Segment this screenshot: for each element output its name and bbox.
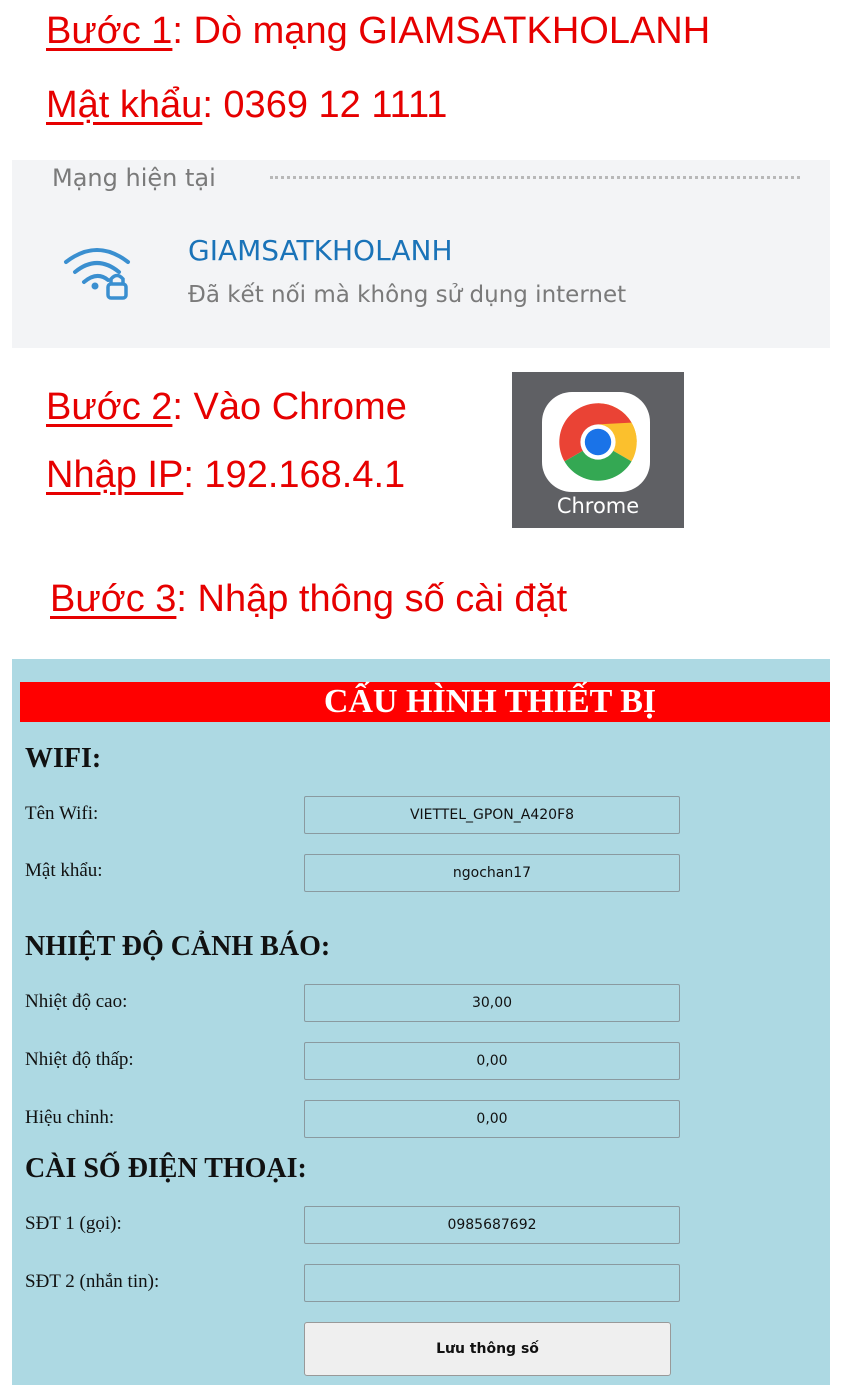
password-text: : 0369 12 1111: [202, 84, 448, 126]
phone-2-label: SĐT 2 (nhắn tin):: [25, 1271, 160, 1292]
calibration-input[interactable]: 0,00: [304, 1100, 680, 1138]
step-1-label: Bước 1: [46, 10, 173, 52]
wifi-lock-icon: [62, 242, 132, 300]
temp-low-input[interactable]: 0,00: [304, 1042, 680, 1080]
password-line: [46, 86, 447, 124]
wifi-ssid-input[interactable]: VIETTEL_GPON_A420F8: [304, 796, 680, 834]
temp-high-input[interactable]: 30,00: [304, 984, 680, 1022]
step-2-text: : Vào Chrome: [172, 386, 407, 428]
calibration-label: Hiệu chỉnh:: [25, 1107, 115, 1128]
dotted-divider: [270, 176, 800, 179]
temp-section-heading: NHIỆT ĐỘ CẢNH BÁO:: [25, 931, 331, 962]
step-1-line: [46, 12, 710, 50]
temp-high-label: Nhiệt độ cao:: [25, 991, 128, 1012]
save-settings-button[interactable]: Lưu thông số: [304, 1322, 671, 1376]
chrome-icon: [554, 398, 642, 486]
network-status: Đã kết nối mà không sử dụng internet: [188, 282, 627, 308]
step-3-line: [50, 580, 567, 618]
current-network-panel: [12, 160, 830, 348]
wifi-ssid-label: Tên Wifi:: [25, 803, 99, 824]
current-network-label: Mạng hiện tại: [52, 164, 216, 192]
ip-text: : 192.168.4.1: [183, 454, 406, 496]
ip-label: Nhập IP: [46, 454, 184, 496]
phone-1-input[interactable]: 0985687692: [304, 1206, 680, 1244]
config-title: CẤU HÌNH THIẾT BỊ: [323, 683, 657, 720]
wifi-password-input[interactable]: ngochan17: [304, 854, 680, 892]
config-title-bar: [20, 682, 830, 722]
wifi-password-label: Mật khẩu:: [25, 860, 103, 881]
ip-line: [46, 456, 405, 494]
temp-low-label: Nhiệt độ thấp:: [25, 1049, 134, 1070]
step-3-text: : Nhập thông số cài đặt: [176, 578, 568, 620]
chrome-app-tile[interactable]: [512, 372, 684, 528]
password-label: Mật khẩu: [46, 84, 203, 126]
step-2-label: Bước 2: [46, 386, 173, 428]
wifi-section-heading: WIFI:: [25, 743, 102, 774]
step-1-text: : Dò mạng GIAMSATKHOLANH: [172, 10, 711, 52]
chrome-label: Chrome: [556, 494, 640, 518]
network-ssid[interactable]: GIAMSATKHOLANH: [188, 234, 453, 267]
step-2-line: [46, 388, 407, 426]
config-form: [12, 659, 830, 1385]
phone-1-label: SĐT 1 (gọi):: [25, 1213, 122, 1234]
phone-2-input[interactable]: [304, 1264, 680, 1302]
phone-section-heading: CÀI SỐ ĐIỆN THOẠI:: [25, 1153, 307, 1184]
step-3-label: Bước 3: [50, 578, 177, 620]
